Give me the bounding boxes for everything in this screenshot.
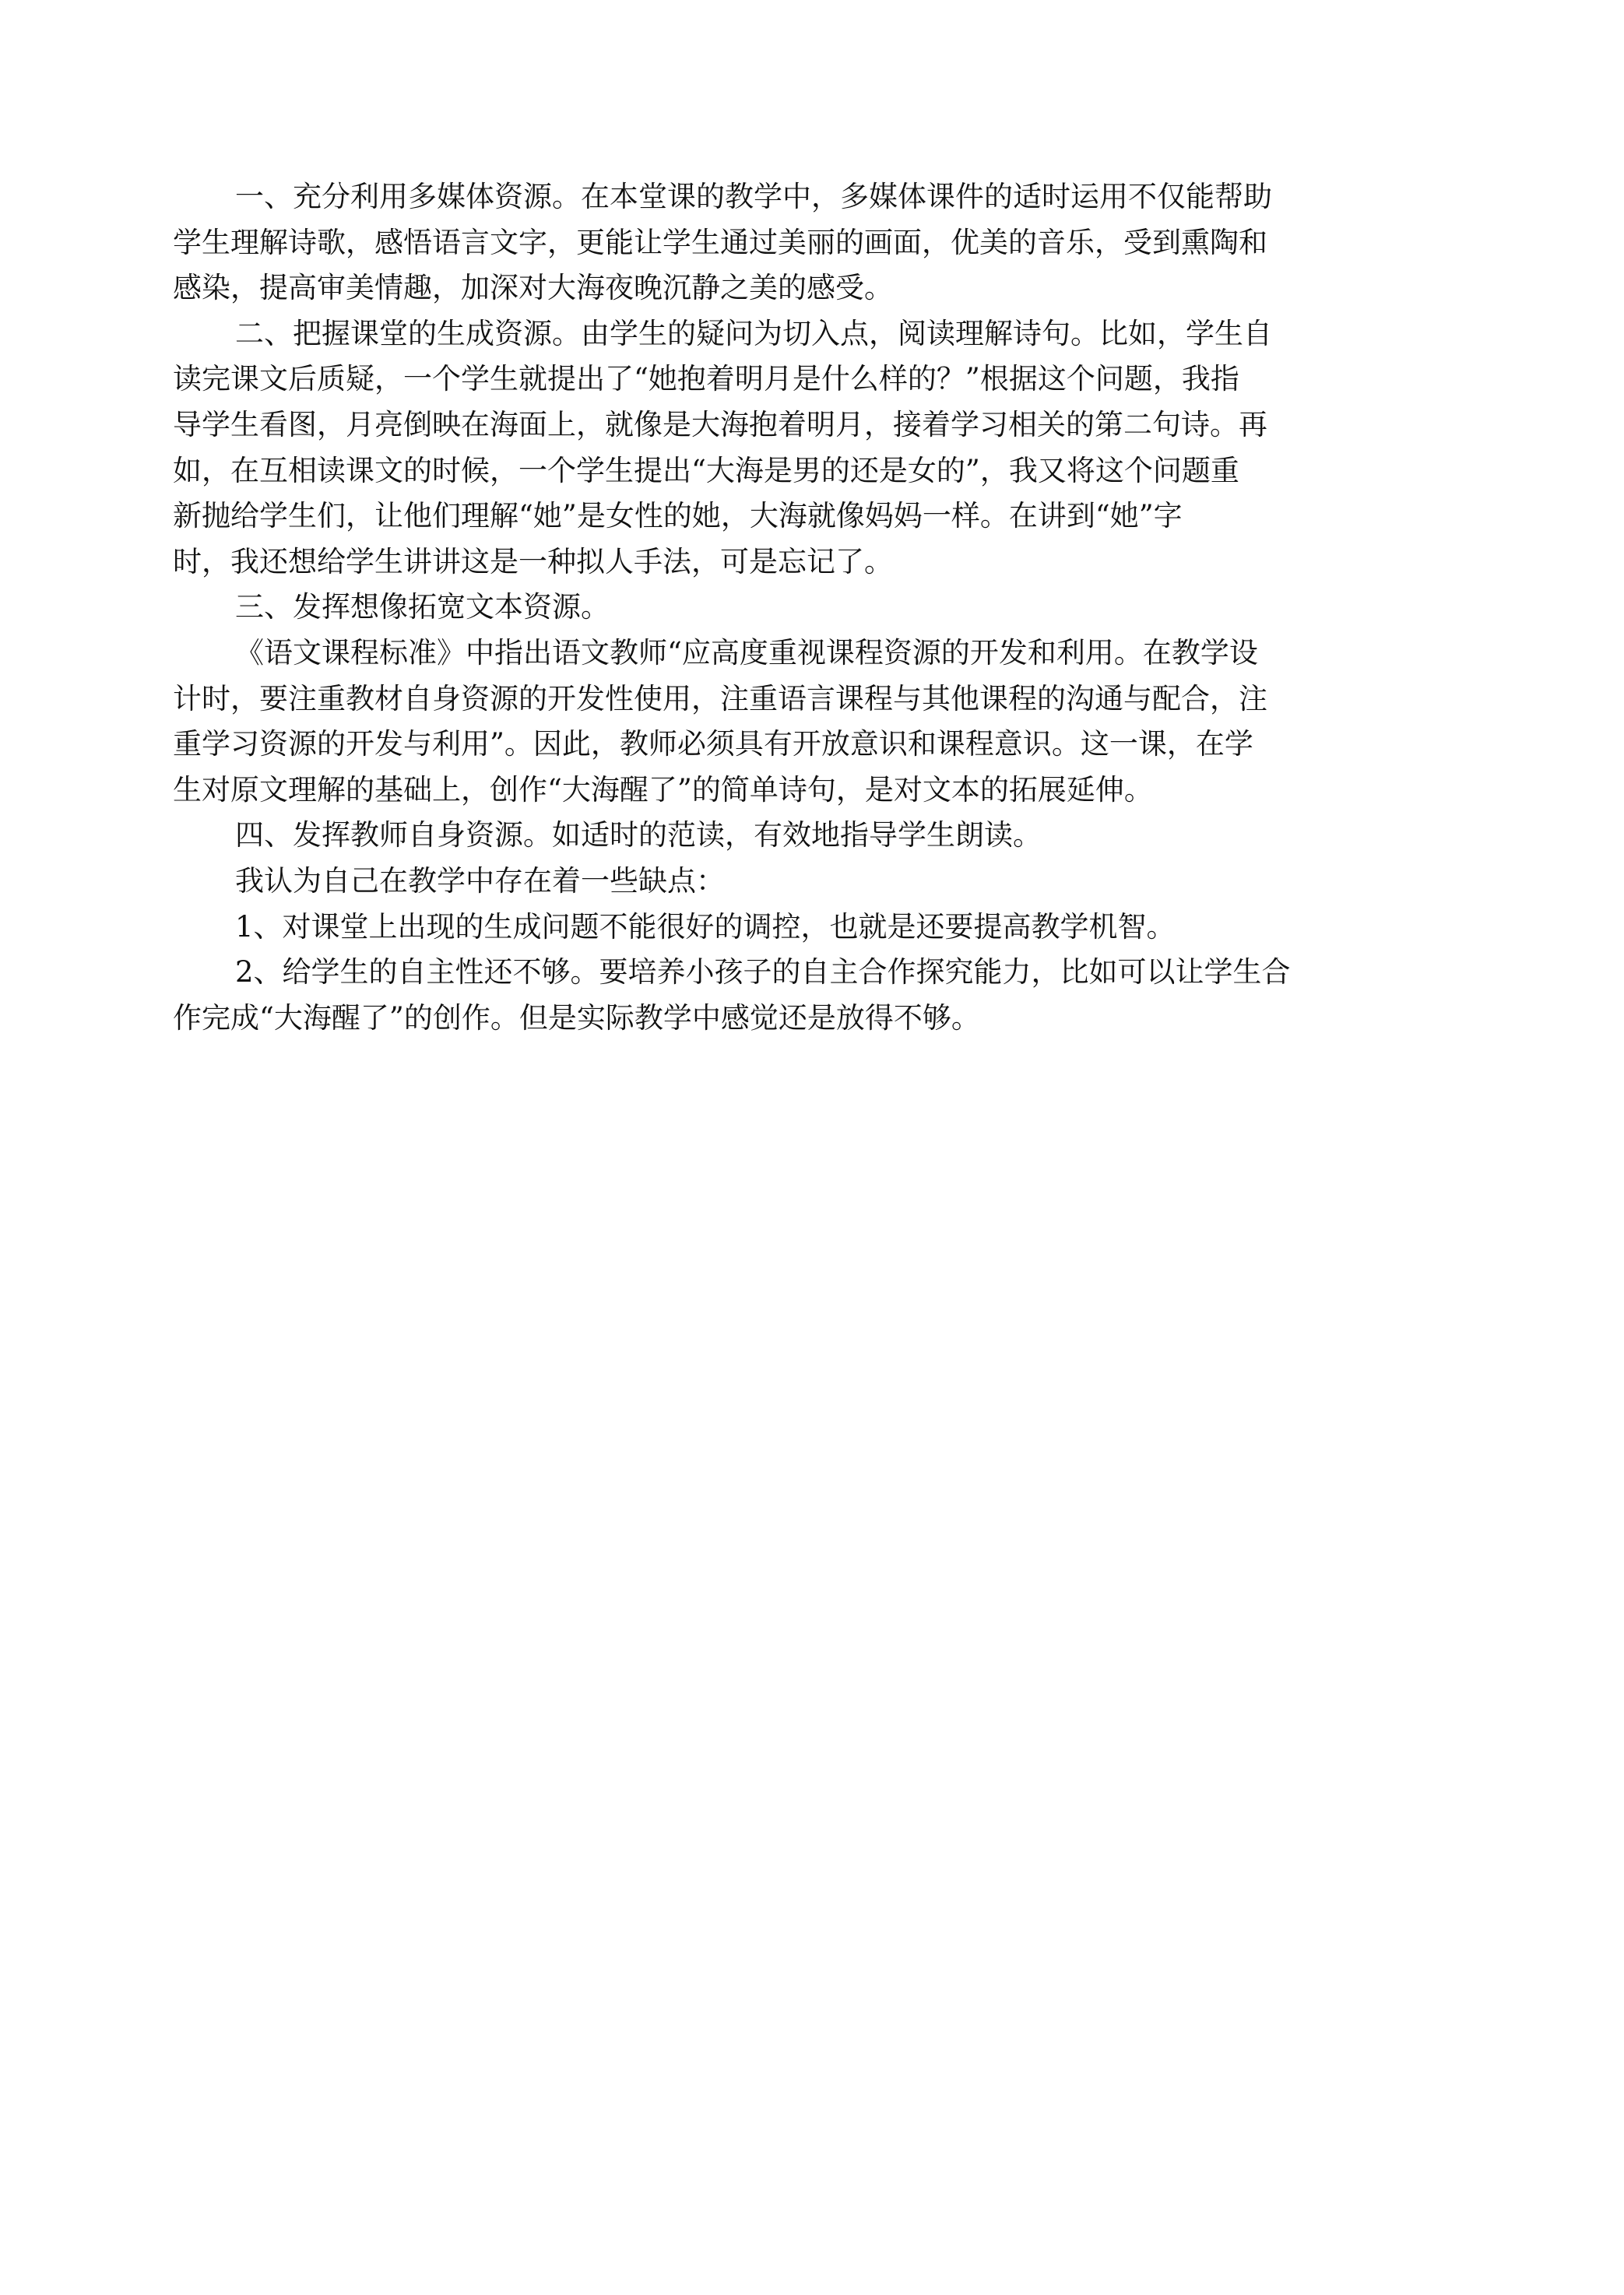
paragraph-line: 1、对课堂上出现的生成问题不能很好的调控，也就是还要提高教学机智。 — [235, 909, 1176, 944]
paragraph-line: 重学习资源的开发与利用”。因此，教师必须具有开放意识和课程意识。这一课，在学 — [173, 727, 1253, 761]
paragraph-line: 三、发挥想像拓宽文本资源。 — [235, 590, 610, 624]
paragraph-line: 作完成“大海醒了”的创作。但是实际教学中感觉还是放得不够。 — [173, 1000, 980, 1035]
paragraph-line: 新抛给学生们，让他们理解“她”是女性的她，大海就像妈妈一样。在讲到“她”字 — [173, 499, 1183, 533]
paragraph-line: 时，我还想给学生讲讲这是一种拟人手法，可是忘记了。 — [173, 544, 893, 578]
paragraph-line: 二、把握课堂的生成资源。由学生的疑问为切入点，阅读理解诗句。比如，学生自 — [235, 316, 1272, 350]
paragraph-line: 《语文课程标准》中指出语文教师“应高度重视课程资源的开发和利用。在教学设 — [235, 635, 1258, 670]
paragraph-line: 如，在互相读课文的时候，一个学生提出“大海是男的还是女的”，我又将这个问题重 — [173, 453, 1239, 487]
paragraph-line: 一、充分利用多媒体资源。在本堂课的教学中，多媒体课件的适时运用不仅能帮助 — [235, 180, 1272, 213]
paragraph-line: 计时，要注重教材自身资源的开发性使用，注重语言课程与其他课程的沟通与配合，注 — [173, 681, 1267, 715]
paragraph-line: 2、给学生的自主性还不够。要培养小孩子的自主合作探究能力，比如可以让学生合 — [235, 955, 1291, 989]
paragraph-line: 读完课文后质疑，一个学生就提出了“她抱着明月是什么样的？”根据这个问题，我指 — [173, 362, 1239, 396]
paragraph-line: 生对原文理解的基础上，创作“大海醒了”的简单诗句，是对文本的拓展延伸。 — [173, 772, 1153, 807]
paragraph-line: 学生理解诗歌，感悟语言文字，更能让学生通过美丽的画面，优美的音乐，受到熏陶和 — [173, 225, 1267, 259]
paragraph-line: 我认为自己在教学中存在着一些缺点： — [235, 863, 725, 898]
paragraph-line: 导学生看图，月亮倒映在海面上，就像是大海抱着明月，接着学习相关的第二句诗。再 — [173, 407, 1267, 441]
paragraph-line: 四、发挥教师自身资源。如适时的范读，有效地指导学生朗读。 — [235, 818, 1042, 852]
document-body — [173, 174, 1450, 1041]
paragraph-line: 感染，提高审美情趣，加深对大海夜晚沉静之美的感受。 — [173, 271, 893, 305]
